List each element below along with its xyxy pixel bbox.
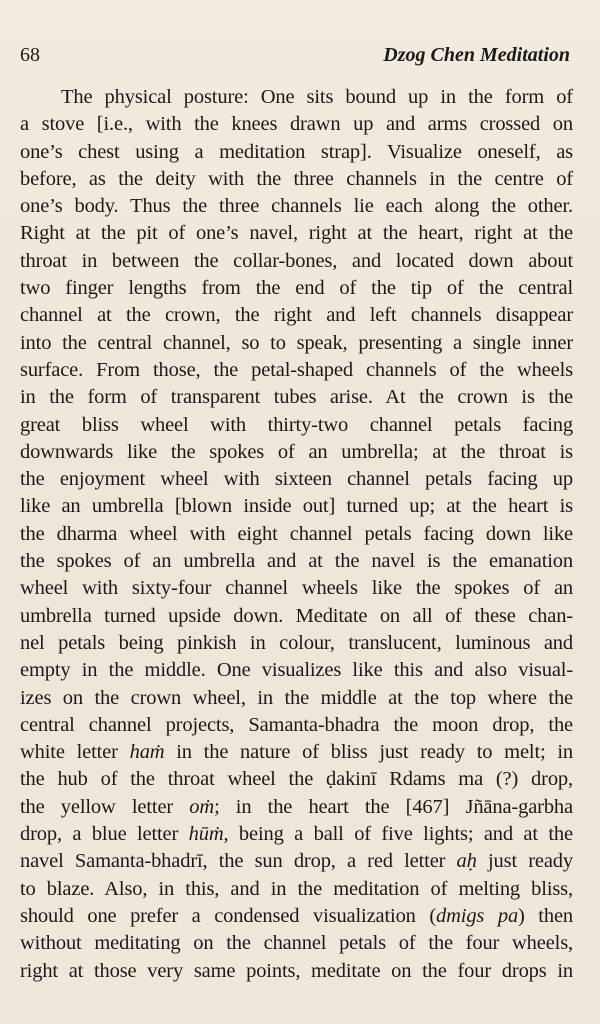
text-segment: nel petals being pinkish in colour, translucent, luminous and [20,631,573,654]
text-line [20,166,573,193]
italic-term: dmigs pa [436,904,519,927]
text-segment: central channel projects, Samanta-bhadra the moon drop, the [20,713,573,736]
text-segment: wheel with sixty-four channel wheels like the spokes of an [20,577,573,600]
text-line [20,439,573,466]
italic-term: oṁ [189,795,215,818]
italic-term: haṁ [129,741,165,764]
text-line [20,84,573,111]
text-segment: izes on the crown wheel, in the middle at the top where the [20,686,573,709]
text-segment: without meditating on the channel petals of the four wheels, [20,932,573,955]
text-line [20,548,573,575]
text-line [20,930,573,957]
text-line [20,412,573,439]
text-segment: white letter [20,741,130,764]
text-segment: , being a ball of five lights; and at the [223,823,573,846]
page-header [20,44,570,72]
body-paragraph [20,84,573,985]
text-segment: umbrella turned upside down. Meditate on all of these chan- [20,604,573,627]
text-line [20,603,573,630]
text-segment: in the form of transparent tubes arise. At the crown is the [20,386,573,409]
text-line [20,712,573,739]
text-line [20,139,573,166]
text-line [20,493,573,520]
text-segment: drop, a blue letter [20,823,189,846]
text-segment: to blaze. Also, in this, and in the meditation of melting bliss, [20,877,573,900]
text-line [20,466,573,493]
text-segment: in the nature of bliss just ready to melt; in [164,741,573,764]
text-line [20,111,573,138]
text-segment: into the central channel, so to speak, presenting a single inner [20,331,573,354]
text-line [20,821,573,848]
text-line [20,739,573,766]
text-segment: two finger lengths from the end of the tip of the central [20,277,573,300]
text-segment: surface. From those, the petal-shaped channels of the wheels [20,358,573,381]
text-line [20,521,573,548]
text-segment: empty in the middle. One visualizes like this and also visual- [20,659,573,682]
text-line [20,330,573,357]
text-segment: navel Samanta-bhadrī, the sun drop, a red letter [20,850,457,873]
text-segment: before, as the deity with the three channels in the centre of [20,167,573,190]
text-segment: downwards like the spokes of an umbrella; at the throat is [20,440,573,463]
text-line [20,220,573,247]
text-line [20,575,573,602]
text-line [20,766,573,793]
text-segment: ) then [518,904,573,927]
text-segment: a stove [i.e., with the knees drawn up and arms crossed on [20,113,573,136]
text-segment: one’s body. Thus the three channels lie each along the other. [20,195,573,218]
text-segment: great bliss wheel with thirty-two channel petals facing [20,413,573,436]
text-segment: right at those very same points, meditate on the four drops in [20,959,573,982]
text-line [20,630,573,657]
text-line [20,384,573,411]
text-segment: like an umbrella [blown inside out] turned up; at the heart is [20,495,573,518]
text-segment: just ready [476,850,573,873]
text-segment: the enjoyment wheel with sixteen channel petals facing up [20,468,573,491]
text-line [20,903,573,930]
running-title: Dzog Chen Meditation [383,44,570,66]
text-line [20,794,573,821]
text-line [20,958,573,985]
text-segment: Right at the pit of one’s navel, right at the heart, right at the [20,222,573,245]
text-segment: ; in the heart the [467] Jñāna-garbha [214,795,573,818]
text-line [20,275,573,302]
text-segment: one’s chest using a meditation strap]. Visualize oneself, as [20,140,573,163]
text-segment: throat in between the collar-bones, and located down about [20,249,573,272]
text-line [20,876,573,903]
text-line [20,302,573,329]
text-line [20,248,573,275]
text-line [20,657,573,684]
text-segment: the spokes of an umbrella and at the navel is the emanation [20,550,573,573]
text-segment: The physical posture: One sits bound up in the form of [61,86,573,108]
text-segment: the hub of the throat wheel the ḍakinī Rdams ma (?) drop, [20,768,573,791]
text-line [20,357,573,384]
italic-term: aḥ [456,850,477,873]
text-segment: the yellow letter [20,795,190,818]
text-line [20,848,573,875]
italic-term: hūṁ [188,823,224,846]
text-line [20,193,573,220]
page-number: 68 [20,44,40,66]
text-segment: the dharma wheel with eight channel petals facing down like [20,522,573,545]
text-segment: should one prefer a condensed visualization ( [20,904,437,927]
text-segment: channel at the crown, the right and left channels disappear [20,304,573,327]
text-line [20,685,573,712]
